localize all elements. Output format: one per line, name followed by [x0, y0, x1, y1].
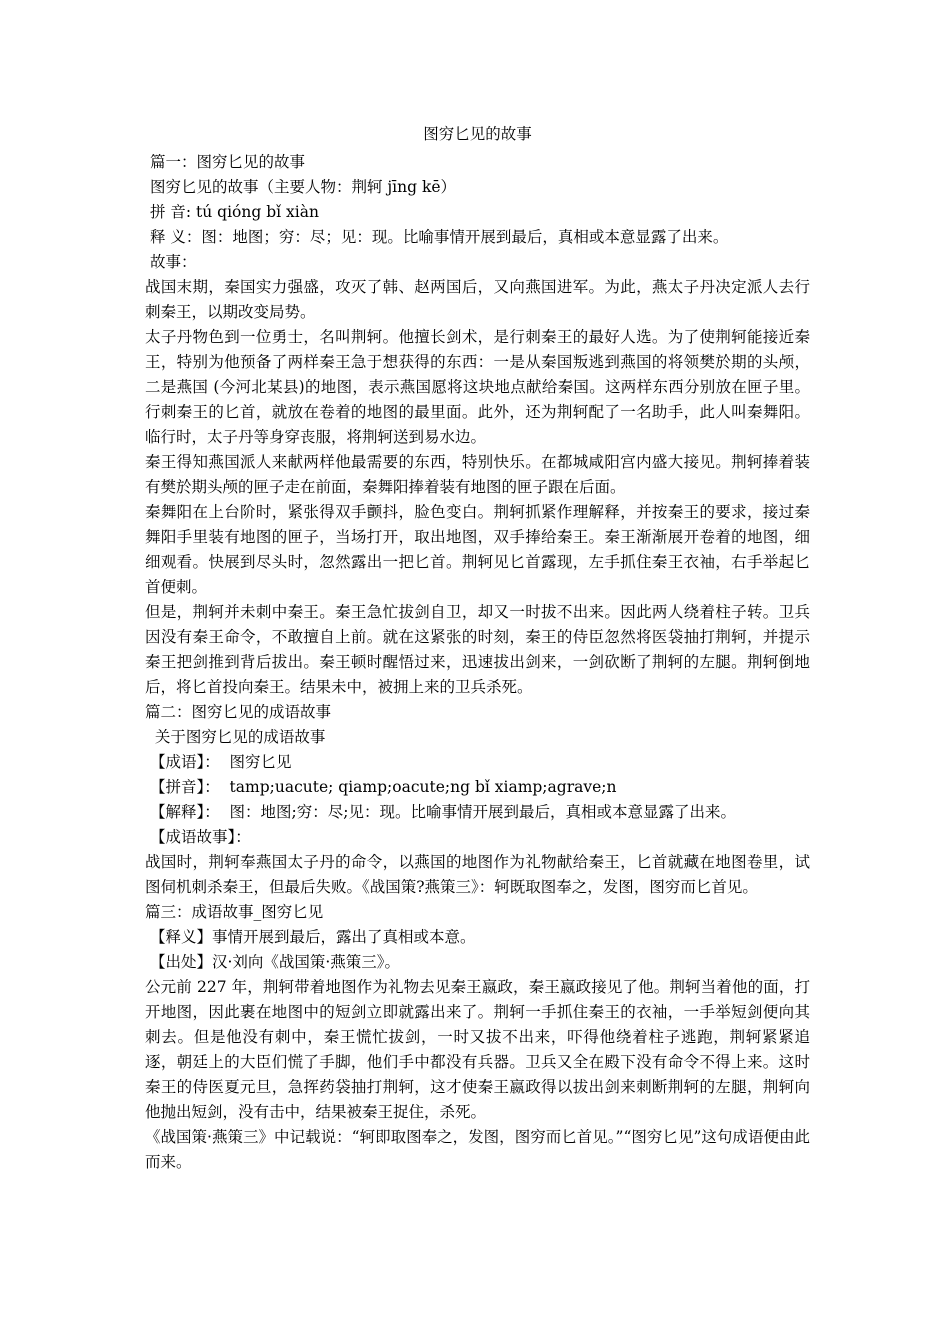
pinyin-line-2: 【拼音】： tamp;uacute; qiamp;oacute;ng bǐ xiamp;agrave;n — [145, 778, 617, 796]
story-paragraph: 秦王得知燕国派人来献两样他最需要的东西，特别快乐。在都城咸阳宫内盛大接见。荆轲捧着装有樊於期头颅的匣子走在前面，秦舞阳捧着装有地图的匣子跟在后面。 — [145, 453, 810, 496]
story-paragraph: 战国末期，秦国实力强盛，攻灭了韩、赵两国后，又向燕国进军。为此，燕太子丹决定派人去行刺秦王，以期改变局势。 — [145, 278, 810, 321]
source-line: 【出处】汉·刘向《战国策·燕策三》。 — [145, 953, 401, 971]
definition-line: 【释义】事情开展到最后，露出了真相或本意。 — [145, 928, 476, 946]
section-two-subtitle: 关于图穷匕见的成语故事 — [145, 728, 326, 746]
story-paragraph: 但是，荆轲并未刺中秦王。秦王急忙拔剑自卫，却又一时拔不出来。因此两人绕着柱子转。卫兵因没有秦王命令，不敢擅自上前。就在这紧张的时刻，秦王的侍臣忽然将医袋抽打荆轲，并提示秦王把剑推到背后拔出。秦王顿时醒悟过来，迅速拔出剑来，一剑砍断了荆轲的左腿。荆轲倒地后，将匕首投向秦王。结果未中，被拥上来的卫兵杀死。 — [145, 603, 810, 696]
pinyin-line: 拼 音: tú qióng bǐ xiàn — [145, 203, 319, 221]
idiom-story-label: 【成语故事】： — [145, 828, 251, 846]
document-page — [145, 122, 810, 1175]
idiom-story-paragraph: 战国时，荆轲奉燕国太子丹的命令，以燕国的地图作为礼物献给秦王，匕首就藏在地图卷里，试图伺机刺杀秦王，但最后失败。《战国策?燕策三》：轲既取图奉之，发图，图穷而匕首见。 — [145, 853, 810, 896]
section-one-heading: 篇一：图穷匕见的故事 — [145, 153, 305, 171]
story-label: 故事： — [145, 253, 197, 271]
explanation-line: 【解释】： 图：地图;穷：尽;见：现。比喻事情开展到最后，真相或本意显露了出来。 — [145, 803, 736, 821]
meaning-line: 释 义：图：地图；穷：尽；见：现。比喻事情开展到最后，真相或本意显露了出来。 — [145, 228, 729, 246]
quote-paragraph: 《战国策·燕策三》中记载说：“轲即取图奉之，发图，图穷而匕首见。”“图穷匕见”这句成语便由此而来。 — [145, 1128, 810, 1171]
story-paragraph: 太子丹物色到一位勇士，名叫荆轲。他擅长剑术，是行刺秦王的最好人选。为了使荆轲能接近秦王，特别为他预备了两样秦王急于想获得的东西：一是从秦国叛逃到燕国的将领樊於期的头颅，二是燕国 (今河北某县)的地图，表示燕国愿将这块地点献给秦国。这两样东西分别放在匣子里。行刺秦王的匕首，就放在卷着的地图的最里面。此外，还为荆轲配了一名助手，此人叫秦舞阳。临行时，太子丹等身穿丧服，将荆轲送到易水边。 — [145, 328, 810, 446]
document-title: 图穷匕见的故事 — [423, 125, 532, 143]
idiom-line: 【成语】： 图穷匕见 — [145, 753, 292, 771]
history-paragraph: 公元前 227 年，荆轲带着地图作为礼物去见秦王嬴政，秦王嬴政接见了他。荆轲当着他的面，打开地图，因此裹在地图中的短剑立即就露出来了。荆轲一手抓住秦王的衣袖，一手举短剑便向其刺去。但是他没有刺中，秦王慌忙拔剑，一时又拔不出来，吓得他绕着柱子逃跑，荆轲紧紧追逐，朝廷上的大臣们慌了手脚，他们手中都没有兵器。卫兵又全在殿下没有命令不得上来。这时秦王的侍医夏元旦，急挥药袋抽打荆轲，这才使秦王嬴政得以拔出剑来刺断荆轲的左腿，荆轲向他抛出短剑，没有击中，结果被秦王捉住，杀死。 — [145, 978, 810, 1121]
story-paragraph: 秦舞阳在上台阶时，紧张得双手颤抖，脸色变白。荆轲抓紧作理解释，并按秦王的要求，接过秦舞阳手里装有地图的匣子，当场打开，取出地图，双手捧给秦王。秦王渐渐展开卷着的地图，细细观看。快展到尽头时，忽然露出一把匕首。荆轲见匕首露现，左手抓住秦王衣袖，右手举起匕首便刺。 — [145, 503, 810, 596]
section-two-heading: 篇二：图穷匕见的成语故事 — [145, 703, 332, 721]
story-subtitle: 图穷匕见的故事（主要人物：荆轲 jīng kē） — [145, 178, 457, 196]
section-three-heading: 篇三：成语故事_图穷匕见 — [145, 903, 324, 921]
